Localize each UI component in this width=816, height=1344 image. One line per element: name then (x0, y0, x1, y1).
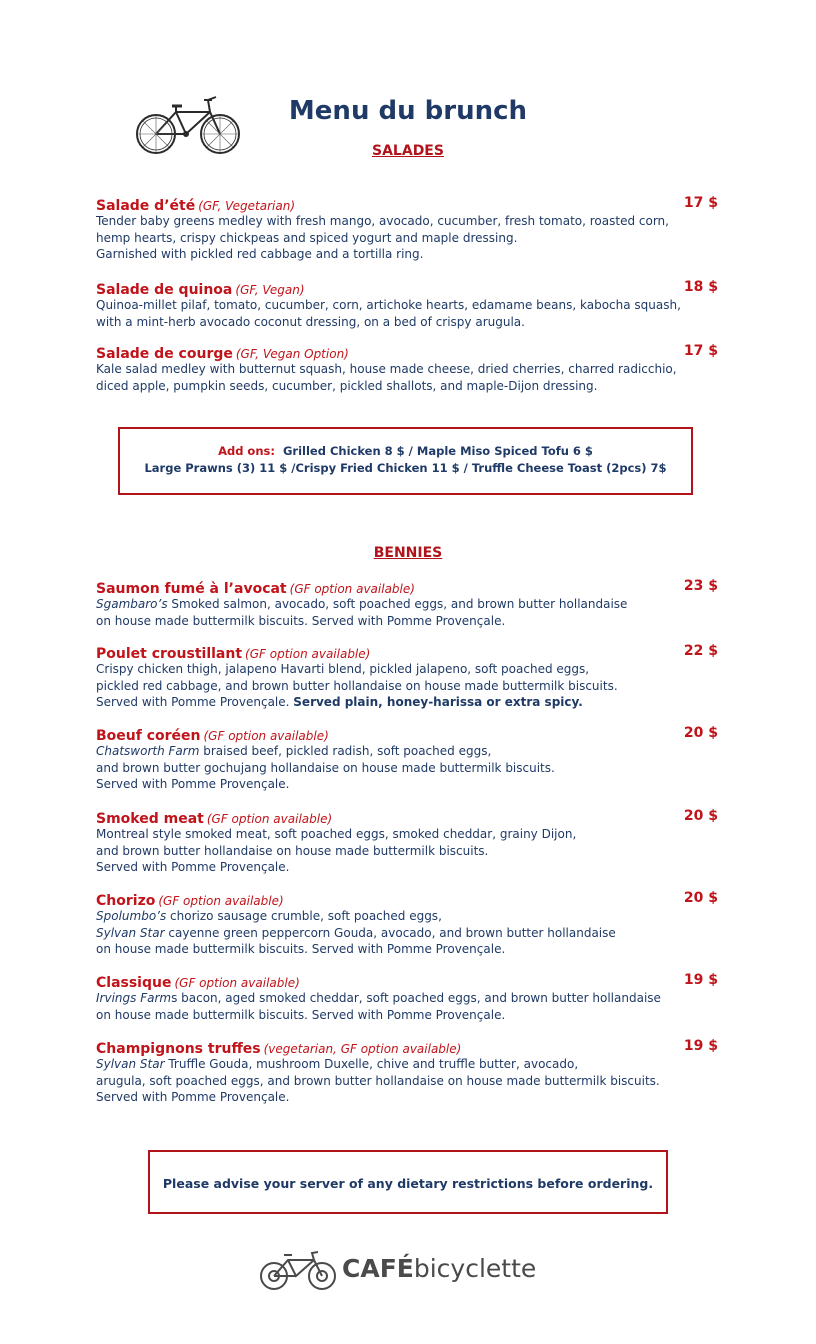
item-description-line: Served with Pomme Provençale. (96, 860, 290, 874)
item-note: (GF option available) (203, 729, 329, 743)
dietary-notice-text: Please advise your server of any dietary restrictions before ordering. (162, 1176, 654, 1191)
item-price: 17 $ (683, 343, 718, 359)
item-note: (GF, Vegetarian) (198, 199, 296, 213)
addons-line-1 (120, 443, 691, 460)
menu-item-salade-courge (96, 343, 720, 394)
item-name: Boeuf coréen (96, 728, 201, 744)
item-description-line: Served with Pomme Provençale. Served plain, honey-harissa or extra spicy. (96, 695, 583, 709)
item-description-line: Served with Pomme Provençale. (96, 1090, 290, 1104)
item-description-line: Crispy chicken thigh, jalapeno Havarti blend, pickled jalapeno, soft poached eggs, (96, 662, 590, 676)
item-name: Chorizo (96, 893, 156, 909)
item-price: 23 $ (683, 578, 718, 594)
item-price: 20 $ (683, 725, 718, 741)
item-note: (GF option available) (174, 976, 300, 990)
dietary-notice-box (148, 1150, 668, 1214)
item-description-line: and brown butter hollandaise on house made buttermilk biscuits. (96, 843, 489, 858)
addons-items-1: Grilled Chicken 8 $ / Maple Miso Spiced Tofu 6 $ (282, 444, 593, 458)
item-description-line: Sgambaro’s Smoked salmon, avocado, soft poached eggs, and brown butter hollandaise (96, 597, 628, 611)
item-description-line: Montreal style smoked meat, soft poached eggs, smoked cheddar, grainy Dijon, (96, 827, 577, 841)
item-name: Salade de quinoa (96, 282, 233, 298)
item-description-line: Kale salad medley with butternut squash, house made cheese, dried cherries, charred radicchio, (96, 362, 677, 376)
item-description-line: Spolumbo’s chorizo sausage crumble, soft poached eggs, (96, 909, 442, 923)
item-description-line: pickled red cabbage, and brown butter hollandaise on house made buttermilk biscuits. (96, 678, 618, 693)
item-price: 17 $ (683, 195, 718, 211)
item-price: 22 $ (683, 643, 718, 659)
item-name: Smoked meat (96, 811, 204, 827)
item-name: Salade d’été (96, 198, 196, 214)
item-price: 19 $ (683, 1038, 718, 1054)
item-description-line: diced apple, pumpkin seeds, cucumber, pickled shallots, and maple-Dijon dressing. (96, 378, 598, 393)
menu-item-champignons (96, 1038, 720, 1106)
item-name: Poulet croustillant (96, 646, 243, 662)
item-description-line: Tender baby greens medley with fresh mango, avocado, cucumber, fresh tomato, roasted corn, (96, 214, 669, 228)
item-description-line: Chatsworth Farm braised beef, pickled radish, soft poached eggs, (96, 744, 492, 758)
menu-item-chorizo (96, 890, 720, 958)
cafe-bicyclette-logo (256, 1248, 576, 1292)
page-title: Menu du brunch (288, 96, 528, 126)
item-description-line: on house made buttermilk biscuits. Served with Pomme Provençale. (96, 942, 506, 956)
item-description-line: Quinoa-millet pilaf, tomato, cucumber, corn, artichoke hearts, edamame beans, kabocha squash, (96, 298, 681, 312)
item-note: (GF option available) (206, 812, 333, 826)
item-note: (GF option available) (158, 894, 284, 908)
item-name: Champignons truffes (96, 1041, 261, 1057)
item-description-line: with a mint-herb avocado coconut dressing, on a bed of crispy arugula. (96, 314, 525, 329)
item-price: 19 $ (683, 972, 718, 988)
item-note: (GF option available) (245, 647, 371, 661)
item-name: Classique (96, 975, 172, 991)
section-heading-bennies: BENNIES (373, 545, 443, 561)
logo-wordmark: CAFÉbicyclette (342, 1254, 537, 1283)
menu-item-classique (96, 972, 720, 1023)
item-description-line: Sylvan Star Truffle Gouda, mushroom Duxelle, chive and truffle butter, avocado, (96, 1057, 579, 1071)
item-name: Salade de courge (96, 346, 233, 362)
item-note: (GF, Vegan) (235, 283, 305, 297)
item-description-line: Sylvan Star cayenne green peppercorn Gouda, avocado, and brown butter hollandaise (96, 925, 616, 940)
addons-line-2: Large Prawns (3) 11 $ /Crispy Fried Chicken 11 $ / Truffle Cheese Toast (2pcs) 7$ (144, 461, 667, 475)
item-description-line: hemp hearts, crispy chickpeas and spiced yogurt and maple dressing. (96, 230, 518, 245)
item-description-line: arugula, soft poached eggs, and brown butter hollandaise on house made buttermilk biscuits. (96, 1073, 660, 1088)
item-note: (GF option available) (289, 582, 415, 596)
menu-item-saumon (96, 578, 720, 629)
item-description-line: and brown butter gochujang hollandaise on house made buttermilk biscuits. (96, 760, 555, 775)
item-description-line: on house made buttermilk biscuits. Served with Pomme Provençale. (96, 1007, 506, 1022)
menu-item-poulet (96, 643, 720, 711)
menu-item-salade-ete (96, 195, 720, 263)
item-description-line: Irvings Farms bacon, aged smoked cheddar, soft poached eggs, and brown butter hollandaise (96, 991, 661, 1005)
section-heading-salades: SALADES (372, 143, 444, 159)
logo-bicycle-icon (258, 1250, 338, 1292)
item-description-line: Served with Pomme Provençale. (96, 777, 290, 791)
addons-box (118, 427, 693, 495)
addons-label: Add ons: (218, 444, 275, 458)
item-price: 18 $ (683, 279, 718, 295)
item-note: (vegetarian, GF option available) (263, 1042, 462, 1056)
item-price: 20 $ (683, 808, 718, 824)
item-price: 20 $ (683, 890, 718, 906)
item-name: Saumon fumé à l’avocat (96, 581, 287, 597)
item-description-line: on house made buttermilk biscuits. Served with Pomme Provençale. (96, 613, 506, 628)
menu-item-smoked-meat (96, 808, 720, 876)
item-note: (GF, Vegan Option) (235, 347, 349, 361)
menu-item-salade-quinoa (96, 279, 720, 330)
menu-item-boeuf (96, 725, 720, 793)
item-description-line: Garnished with pickled red cabbage and a tortilla ring. (96, 247, 424, 261)
